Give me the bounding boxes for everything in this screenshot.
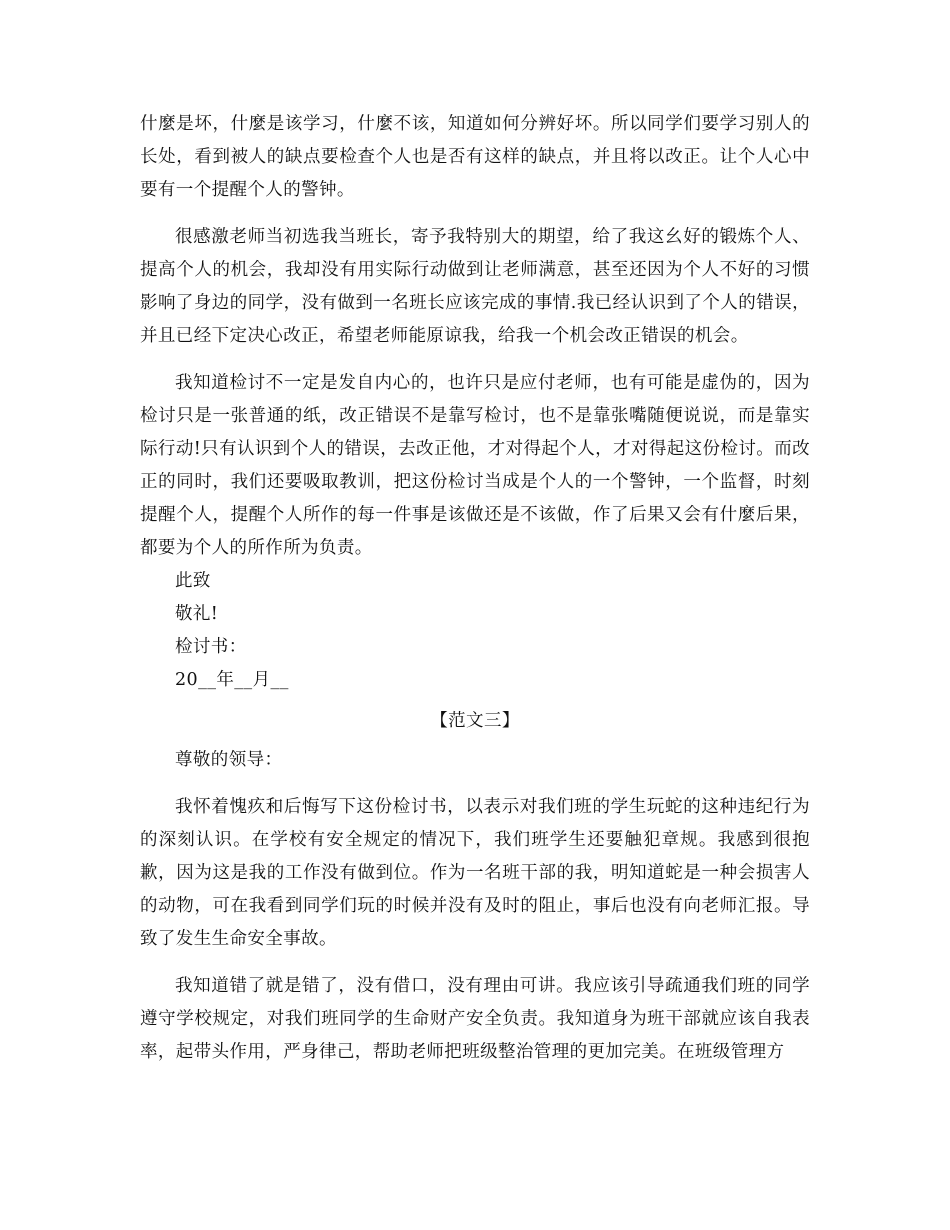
section-title: 【范文三】	[430, 711, 520, 731]
date-line: 20__年__月__	[175, 670, 289, 690]
paragraph-3: 我知道检讨不一定是发自内心的，也许只是应付老师，也有可能是虚伪的，因为检讨只是一张普通的纸，改正错误不是靠写检讨，也不是靠张嘴随便说说，而是靠实际行动!只有认识到个人的错误，去改正他，才对得起个人，才对得起这份检讨。而改正的同时，我们还要吸取教训，把这份检讨当成是个人的一个警钟，一个监督，时刻提醒个人，提醒个人所作的每一件事是该做还是不该做，作了后果又会有什麼后果，都要为个人的所作所为负责。	[140, 373, 810, 558]
paragraph-1: 什麼是坏，什麼是该学习，什麼不该，知道如何分辨好坏。所以同学们要学习别人的长处，看到被人的缺点要检查个人也是否有这样的缺点，并且将以改正。让个人心中要有一个提醒个人的警钟。	[140, 114, 810, 200]
paragraph-4: 我怀着愧疚和后悔写下这份检讨书，以表示对我们班的学生玩蛇的这种违纪行为的深刻认识。在学校有安全规定的情况下，我们班学生还要触犯章规。我感到很抱歉，因为这是我的工作没有做到位。作为一名班干部的我，明知道蛇是一种会损害人的动物，可在我看到同学们玩的时候并没有及时的阻止，事后也没有向老师汇报。导致了发生生命安全事故。	[140, 797, 810, 949]
closing-line-3: 检讨书：	[175, 637, 247, 657]
closing-line-2: 敬礼!	[175, 604, 219, 624]
paragraph-5: 我知道错了就是错了，没有借口，没有理由可讲。我应该引导疏通我们班的同学遵守学校规定，对我们班同学的生命财产安全负责。我知道身为班干部就应该自我表率，起带头作用，严身律己，帮助老师把班级整治管理的更加完美。在班级管理方	[140, 976, 810, 1062]
closing-line-1: 此致	[175, 571, 211, 591]
document-page	[140, 108, 810, 1069]
paragraph-2: 很感激老师当初选我当班长，寄予我特别大的期望，给了我这幺好的锻炼个人、提高个人的机会，我却没有用实际行动做到让老师满意，甚至还因为个人不好的习惯影响了身边的同学，没有做到一名班长应该完成的事情.我已经认识到了个人的错误，并且已经下定决心改正，希望老师能原谅我，给我一个机会改正错误的机会。	[140, 227, 810, 346]
salutation: 尊敬的领导：	[175, 750, 283, 770]
